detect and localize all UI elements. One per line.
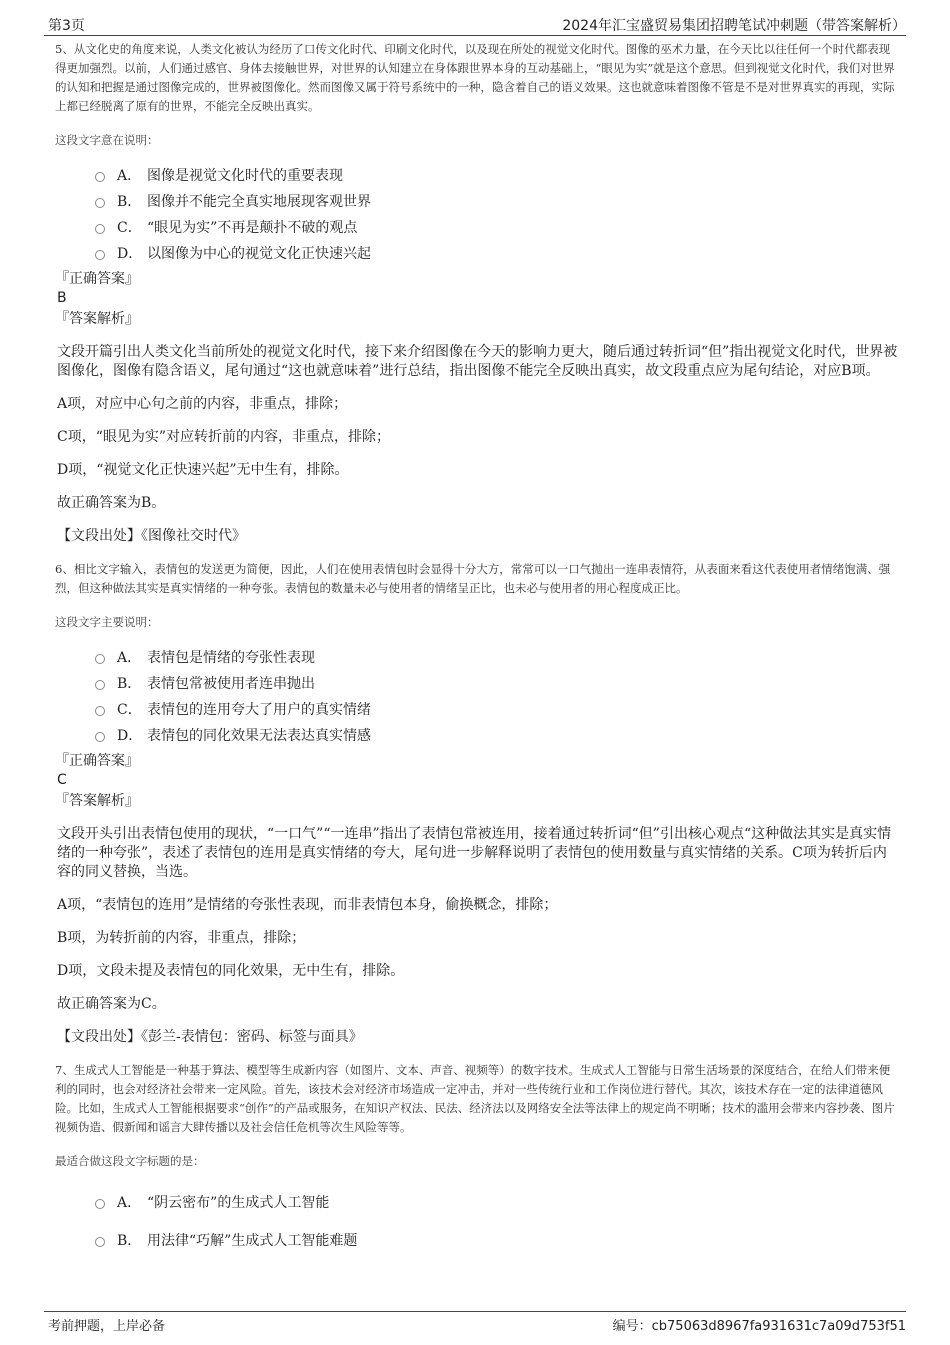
radio-icon[interactable]	[95, 1199, 105, 1209]
explanation-paragraph: 故正确答案为C。	[57, 996, 166, 1012]
explanation-paragraph: 文段开头引出表情包使用的现状，“一口气”“一连串”指出了表情包常被连用，接着通过转折词“但”引出核心观点“这种做法其实是真实情绪的一种夸张”，表述了表情包的连用是真实情绪的夸大，尾句进一步解释说明了表情包的使用数量与真实情绪的关系。C项为转折后内容的同义替换，当选。	[57, 826, 892, 880]
option-a[interactable]: A． “阴云密布”的生成式人工智能	[95, 1183, 900, 1221]
question-content	[55, 40, 900, 1259]
question-text: 7、生成式人工智能是一种基于算法、模型等生成新内容（如图片、文本、声音、视频等）的数字技术。生成式人工智能与日常生活场景的深度结合，在给人们带来便利的同时，也会对经济社会带来一定风险。首先，该技术会对经济市场造成一定冲击，并对一些传统行业和工作岗位进行替代。其次，该技术存在一定的法律道德风险。比如，生成式人工智能根据要求“创作”的产品或服务，在知识产权法、民法、经济法以及网络安全法等法律上的规定尚不明晰；技术的滥用会带来内容抄袭、图片视频伪造、假新闻和谣言大肆传播以及社会信任危机等次生风险等等。	[55, 1063, 895, 1134]
question-7	[55, 1061, 900, 1259]
explanation-paragraph: D项，“视觉文化正快速兴起”无中生有，排除。	[57, 462, 349, 478]
option-a[interactable]: A． 表情包是情绪的夸张性表现	[95, 644, 900, 670]
option-b[interactable]: B． 图像并不能完全真实地展现客观世界	[95, 188, 900, 214]
document-id: 编号：cb75063d8967fa931631c7a09d753f51	[612, 1319, 906, 1334]
explanation-label: 『答案解析』	[55, 311, 139, 327]
explanation-paragraph: C项，“眼见为实”对应转折前的内容，非重点，排除；	[57, 429, 391, 445]
option-c[interactable]: C． “眼见为实”不再是颠扑不破的观点	[95, 214, 900, 240]
explanation-label: 『答案解析』	[55, 793, 139, 809]
radio-icon[interactable]	[95, 250, 105, 260]
question-text: 6、相比文字输入，表情包的发送更为简便，因此，人们在使用表情包时会显得十分大方，常常可以一口气抛出一连串表情符，从表面来看这代表使用者情绪饱满、强烈，但这种做法其实是真实情绪的一种夸张。表情包的数量未必与使用者的情绪呈正比，也未必与使用者的用心程度成正比。	[55, 562, 891, 595]
radio-icon[interactable]	[95, 1237, 105, 1247]
option-d[interactable]: D． 以图像为中心的视觉文化正快速兴起	[95, 240, 900, 266]
explanation-paragraph: 文段开篇引出人类文化当前所处的视觉文化时代，接下来介绍图像在今天的影响力更大，随后通过转折词“但”指出视觉文化时代，世界被图像化，图像有隐含语义，尾句通过“这也就意味着”进行总结，指出图像不能完全反映出真实，故文段重点应为尾句结论，对应B项。	[57, 344, 898, 379]
footer-slogan: 考前押题，上岸必备	[48, 1319, 166, 1334]
option-b[interactable]: B． 用法律“巧解”生成式人工智能难题	[95, 1221, 900, 1259]
option-d[interactable]: D． 表情包的同化效果无法表达真实情感	[95, 722, 900, 748]
question-6	[55, 560, 900, 1047]
option-list	[95, 1183, 900, 1259]
answer-value: C	[57, 772, 67, 788]
explanation-paragraph: A项，“表情包的连用”是情绪的夸张性表现，而非表情包本身，偷换概念，排除；	[57, 897, 558, 913]
radio-icon[interactable]	[95, 680, 105, 690]
radio-icon[interactable]	[95, 654, 105, 664]
document-title: 2024年汇宝盛贸易集团招聘笔试冲刺题（带答案解析）	[562, 18, 906, 34]
answer-label: 『正确答案』	[55, 271, 139, 287]
radio-icon[interactable]	[95, 224, 105, 234]
source-citation: 【文段出处】《图像社交时代》	[57, 528, 246, 544]
radio-icon[interactable]	[95, 706, 105, 716]
question-prompt: 这段文字主要说明：	[55, 615, 159, 629]
answer-label: 『正确答案』	[55, 753, 139, 769]
explanation-paragraph: B项，为转折前的内容，非重点，排除；	[57, 930, 306, 946]
option-a[interactable]: A． 图像是视觉文化时代的重要表现	[95, 162, 900, 188]
answer-value: B	[57, 290, 67, 306]
question-5	[55, 40, 900, 546]
radio-icon[interactable]	[95, 198, 105, 208]
option-list	[95, 162, 900, 266]
page-number: 第3页	[48, 18, 85, 34]
explanation-paragraph: 故正确答案为B。	[57, 495, 166, 511]
radio-icon[interactable]	[95, 732, 105, 742]
radio-icon[interactable]	[95, 172, 105, 182]
explanation-paragraph: D项，文段未提及表情包的同化效果，无中生有，排除。	[57, 963, 405, 979]
source-citation: 【文段出处】《彭兰-表情包：密码、标签与面具》	[57, 1029, 363, 1045]
footer-divider	[44, 1311, 906, 1312]
option-b[interactable]: B． 表情包常被使用者连串抛出	[95, 670, 900, 696]
option-list	[95, 644, 900, 748]
header-divider	[44, 35, 906, 36]
explanation-paragraph: A项，对应中心句之前的内容，非重点，排除；	[57, 396, 348, 412]
question-prompt: 最适合做这段文字标题的是：	[55, 1154, 205, 1168]
question-text: 5、从文化史的角度来说，人类文化被认为经历了口传文化时代、印刷文化时代，以及现在所处的视觉文化时代。图像的巫术力量，在今天比以往任何一个时代都表现得更加强烈。以前，人们通过感官、身体去接触世界，对世界的认知建立在身体跟世界本身的互动基础上，“眼见为实”就是这个意思。但到视觉文化时代，我们对世界的认知和把握是通过图像完成的，世界被图像化。然而图像又属于符号系统中的一种，隐含着自己的语义效果。这也就意味着图像不管是不是对世界真实的再现，实际上都已经脱离了原有的世界，不能完全反映出真实。	[55, 42, 895, 113]
option-c[interactable]: C． 表情包的连用夸大了用户的真实情绪	[95, 696, 900, 722]
question-prompt: 这段文字意在说明：	[55, 133, 159, 147]
